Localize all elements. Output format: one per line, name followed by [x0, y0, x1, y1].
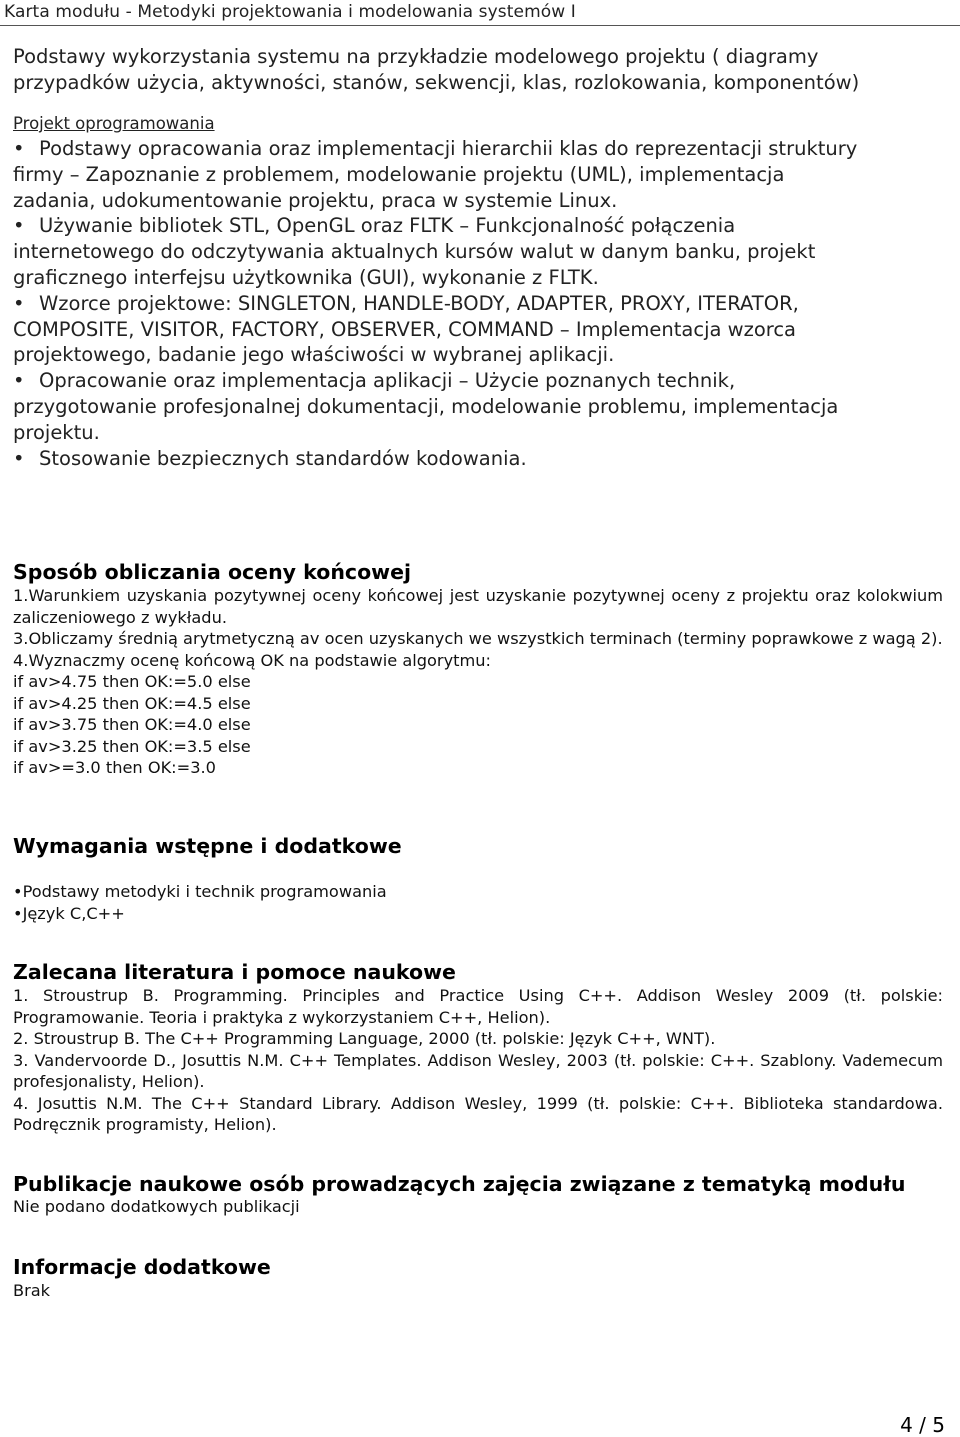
bullet-icon: •: [13, 903, 23, 923]
bullet-icon: •: [13, 291, 25, 315]
project-item-3-line-3: projektowego, badanie jego właściwości w wybranej aplikacji.: [13, 343, 615, 367]
prereq-heading: Wymagania wstępne i dodatkowe: [13, 834, 402, 858]
page-header: [0, 0, 960, 26]
page-number: 4 / 5: [900, 1413, 945, 1437]
bullet-icon: •: [13, 882, 23, 901]
project-item-4-line-1: Opracowanie oraz implementacja aplikacji – Użycie poznanych technik,: [39, 369, 736, 393]
literature-item-2: 2. Stroustrup B. The C++ Programming Language, 2000 (tł. polskie: Język C++, WNT).: [13, 1029, 716, 1048]
bullet-icon: •: [13, 369, 25, 393]
project-label: Projekt oprogramowania: [13, 114, 215, 133]
intro-line-2: przypadków użycia, aktywności, stanów, sekwencji, klas, rozlokowania, komponentów): [13, 71, 860, 94]
header-title: Karta modułu - Metodyki projektowania i modelowania systemów I: [4, 2, 576, 22]
additional-text: Brak: [13, 1281, 51, 1300]
grading-rule-4: if av>3.25 then OK:=3.5 else: [13, 736, 251, 756]
prereq-item-1-text: Podstawy metodyki i technik programowania: [22, 882, 387, 901]
literature-list: [13, 985, 943, 1136]
project-item-4: [13, 368, 943, 445]
project-item-2-line-1: Używanie bibliotek STL, OpenGL oraz FLTK – Funkcjonalność połączenia: [39, 214, 736, 238]
project-item-3-line-1: Wzorce projektowe: SINGLETON, HANDLE-BODY, ADAPTER, PROXY, ITERATOR,: [39, 291, 799, 315]
literature-item-1: 1. Stroustrup B. Programming. Principles and Practice Using C++. Addison Wesley 2009 (tł. polskie: Programowanie. Teoria i praktyka z wykorzystaniem C++, Helion).: [13, 986, 943, 1027]
grading-rule-3: if av>3.75 then OK:=4.0 else: [13, 715, 251, 734]
project-item-3: [13, 291, 943, 368]
prereq-item-1: [13, 881, 943, 903]
bullet-icon: •: [13, 446, 25, 470]
bullet-icon: •: [13, 214, 25, 238]
project-item-1-line-3: zadania, udokumentowanie projektu, praca w systemie Linux.: [13, 188, 618, 212]
bullet-icon: •: [13, 137, 25, 160]
project-item-5: [13, 446, 943, 472]
project-item-4-line-3: projektu.: [13, 420, 100, 444]
project-item-5-line-1: Stosowanie bezpiecznych standardów kodowania.: [39, 446, 527, 470]
project-bullet-list: [13, 136, 943, 471]
intro-text: [13, 44, 943, 96]
intro-line-1: Podstawy wykorzystania systemu na przykładzie modelowego projektu ( diagramy: [13, 45, 819, 68]
grading-rule-1: if av>4.75 then OK:=5.0 else: [13, 672, 251, 691]
project-item-4-line-2: przygotowanie profesjonalnej dokumentacji, modelowanie problemu, implementacja: [13, 394, 839, 418]
grading-para-1: 1.Warunkiem uzyskania pozytywnej oceny końcowej jest uzyskanie pozytywnej oceny z projektu oraz kolokwium zaliczeniowego z wykładu.: [13, 586, 943, 627]
prereq-item-2: [13, 903, 943, 925]
grading-para-3: 4.Wyznaczmy ocenę końcową OK na podstawie algorytmu:: [13, 650, 491, 670]
project-item-2: [13, 213, 943, 290]
publications-heading: Publikacje naukowe osób prowadzących zajęcia związane z tematyką modułu: [13, 1172, 906, 1196]
project-item-1-line-2: firmy – Zapoznanie z problemem, modelowanie projektu (UML), implementacja: [13, 162, 785, 186]
grading-para-2: 3.Obliczamy średnią arytmetyczną av ocen uzyskanych we wszystkich terminach (terminy poprawkowe z wagą 2).: [13, 629, 943, 648]
grading-section: [13, 585, 943, 779]
grading-rule-5: if av>=3.0 then OK:=3.0: [13, 758, 216, 777]
literature-item-3: 3. Vandervoorde D., Josuttis N.M. C++ Templates. Addison Wesley, 2003 (tł. polskie: C++. Szablony. Vademecum profesjonalisty, Helion).: [13, 1050, 943, 1091]
literature-heading: Zalecana literatura i pomoce naukowe: [13, 960, 456, 984]
project-item-1-line-1: Podstawy opracowania oraz implementacji hierarchii klas do reprezentacji struktury: [39, 137, 858, 160]
grading-rule-2: if av>4.25 then OK:=4.5 else: [13, 693, 251, 713]
prereq-item-2-text: Język C,C++: [22, 903, 125, 923]
additional-heading: Informacje dodatkowe: [13, 1255, 271, 1279]
publications-text: Nie podano dodatkowych publikacji: [13, 1197, 300, 1216]
grading-heading: Sposób obliczania oceny końcowej: [13, 560, 412, 584]
prereq-list: [13, 881, 943, 924]
project-item-2-line-3: graficznego interfejsu użytkownika (GUI), wykonanie z FLTK.: [13, 265, 599, 289]
literature-item-4: 4. Josuttis N.M. The C++ Standard Library. Addison Wesley, 1999 (tł. polskie: C++. Biblioteka standardowa. Podręcznik programisty, Helion).: [13, 1093, 943, 1134]
project-item-1: [13, 136, 943, 213]
project-item-2-line-2: internetowego do odczytywania aktualnych kursów walut w danym banku, projekt: [13, 240, 816, 264]
project-item-3-line-2: COMPOSITE, VISITOR, FACTORY, OBSERVER, COMMAND – Implementacja wzorca: [13, 317, 797, 341]
